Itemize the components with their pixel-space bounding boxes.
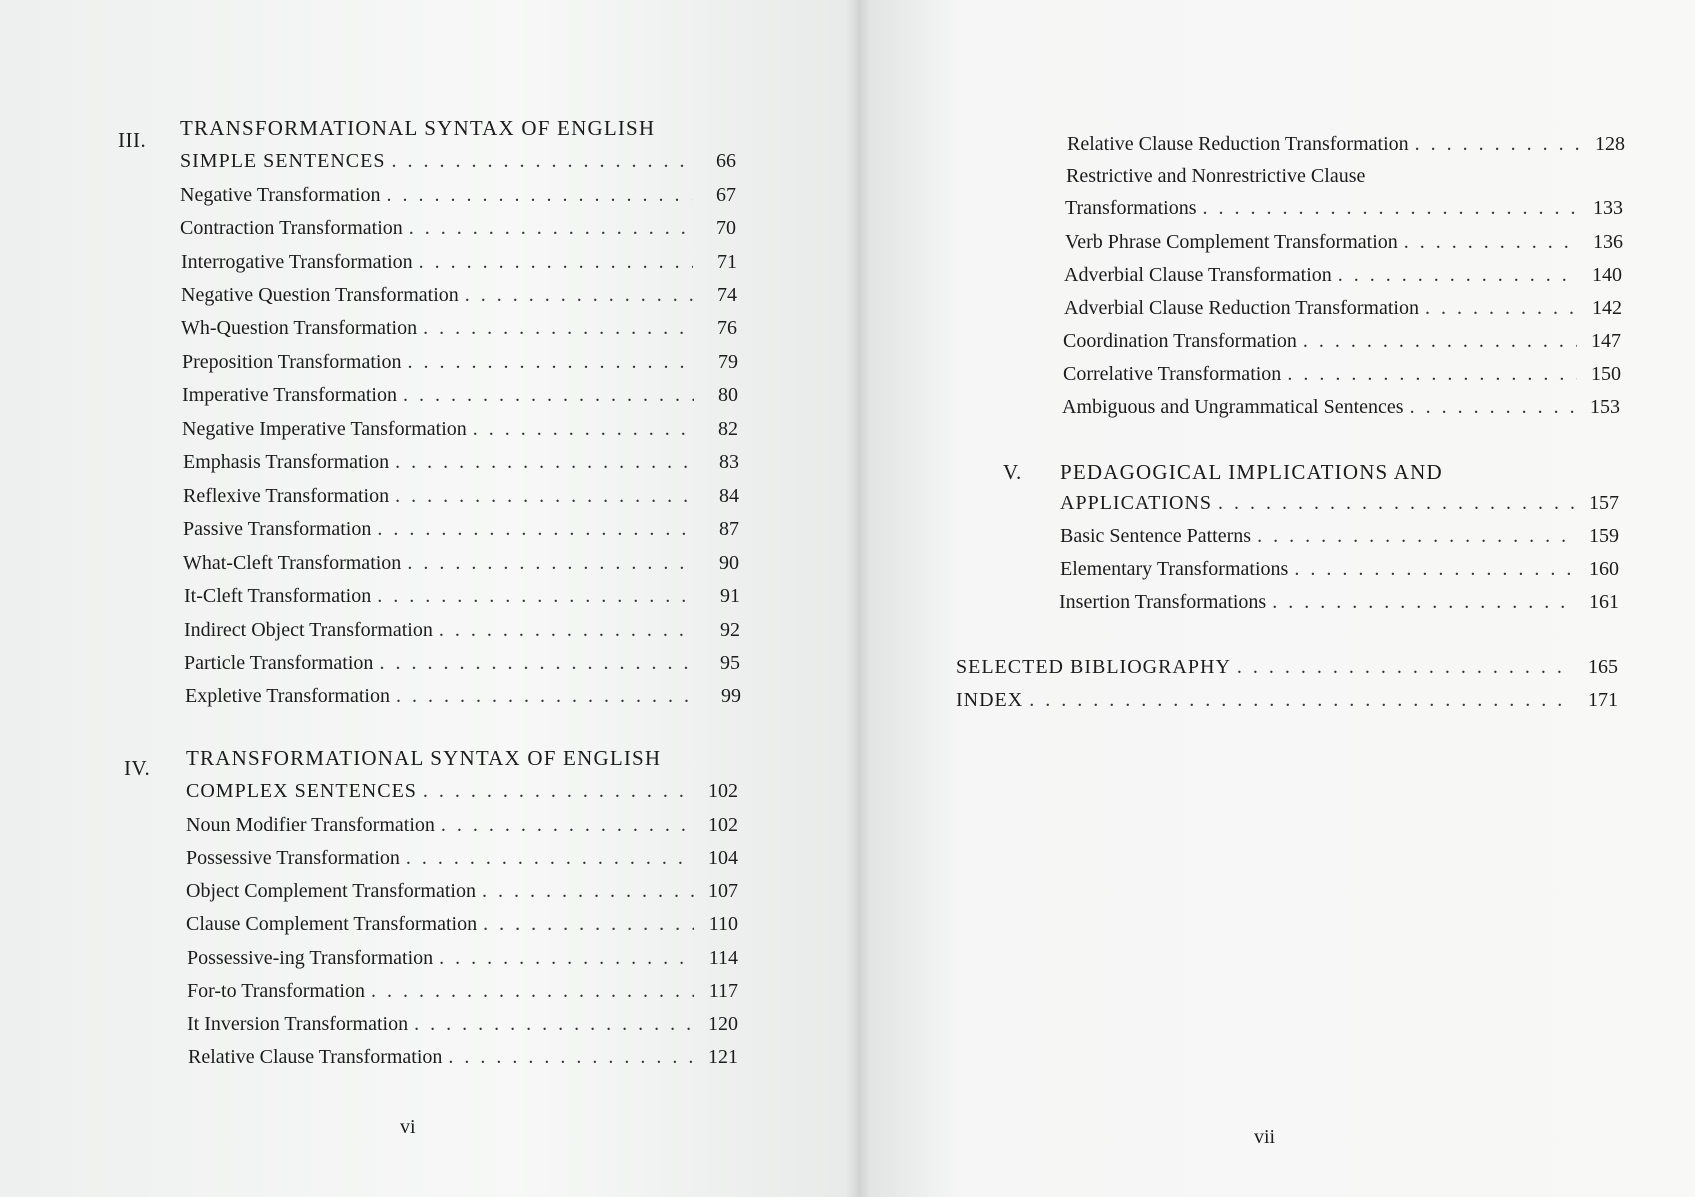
- toc-entry: [187, 947, 738, 970]
- entry-page: 104: [708, 847, 738, 869]
- toc-entry: [184, 619, 740, 642]
- entry-page: 79: [718, 351, 738, 373]
- leader-dots: [1410, 396, 1576, 419]
- leader-dots: [1237, 656, 1574, 679]
- entry-page: 82: [718, 418, 738, 440]
- entry-page: 153: [1590, 396, 1620, 418]
- leader-dots: [407, 351, 694, 374]
- toc-entry: [180, 217, 736, 240]
- entry-page: 147: [1591, 330, 1621, 352]
- leader-dots: [395, 451, 695, 474]
- leader-dots: [1287, 363, 1577, 386]
- entry-page: 120: [708, 1013, 738, 1035]
- toc-entry: [1064, 297, 1622, 320]
- entry-title: Noun Modifier Transformation: [186, 814, 435, 836]
- toc-entry: [180, 184, 736, 207]
- toc-entry: [186, 913, 738, 936]
- toc-entry: [188, 1046, 738, 1069]
- leader-dots: [439, 619, 696, 642]
- entry-page: 71: [717, 251, 737, 273]
- entry-page: 84: [719, 485, 739, 507]
- page-number: vi: [400, 1116, 416, 1138]
- entry-page: 159: [1589, 525, 1619, 547]
- toc-entry: [186, 780, 738, 803]
- toc-entry: [182, 384, 738, 407]
- toc-entry: [187, 1013, 738, 1036]
- entry-title: Clause Complement Transformation: [186, 913, 478, 935]
- chapter-title-line1: PEDAGOGICAL IMPLICATIONS AND: [1060, 460, 1443, 484]
- leader-dots: [406, 847, 694, 870]
- leader-dots: [483, 913, 694, 936]
- entry-page: 128: [1595, 133, 1625, 155]
- leader-dots: [1415, 133, 1581, 156]
- leader-dots: [403, 384, 694, 407]
- entry-page: 87: [719, 518, 739, 540]
- leader-dots: [465, 284, 693, 307]
- entry-page: 83: [719, 451, 739, 473]
- toc-entry: [1063, 330, 1621, 353]
- entry-title: Restrictive and Nonrestrictive Clause: [1066, 165, 1366, 187]
- entry-title: Passive Transformation: [183, 518, 372, 540]
- toc-entry: [185, 685, 741, 708]
- entry-title: Interrogative Transformation: [181, 251, 413, 273]
- leader-dots: [407, 552, 695, 575]
- entry-page: 80: [718, 384, 738, 406]
- entry-page: 171: [1588, 689, 1618, 711]
- leader-dots: [423, 317, 693, 340]
- entry-page: 110: [708, 913, 738, 935]
- entry-page: 99: [721, 685, 741, 707]
- leader-dots: [395, 485, 695, 508]
- leader-dots: [391, 150, 692, 173]
- entry-title: Relative Clause Transformation: [188, 1046, 443, 1068]
- entry-title: Relative Clause Reduction Transformation: [1067, 133, 1409, 155]
- entry-page: 66: [716, 150, 736, 172]
- entry-title: Ambiguous and Ungrammatical Sentences: [1062, 396, 1404, 418]
- toc-entry: [181, 284, 737, 307]
- entry-title: Indirect Object Transformation: [184, 619, 433, 641]
- toc-entry: [1060, 492, 1619, 515]
- entry-title: Reflexive Transformation: [183, 485, 390, 507]
- toc-entry-index: [956, 689, 1618, 712]
- chapter-number: III.: [118, 128, 147, 152]
- toc-entry: [1063, 363, 1621, 386]
- leader-dots: [1272, 591, 1575, 614]
- toc-entry: [184, 585, 740, 608]
- chapter-title-line1: TRANSFORMATIONAL SYNTAX OF ENGLISH: [180, 116, 656, 140]
- entry-page: 150: [1591, 363, 1621, 385]
- leader-dots: [377, 518, 695, 541]
- entry-title: It Inversion Transformation: [187, 1013, 409, 1035]
- entry-page: 160: [1589, 558, 1619, 580]
- chapter-number: V.: [1003, 460, 1022, 484]
- leader-dots: [387, 184, 692, 207]
- entry-page: 90: [719, 552, 739, 574]
- toc-entry: [182, 351, 738, 374]
- toc-entry: [1062, 396, 1620, 419]
- entry-page: 107: [708, 880, 738, 902]
- leader-dots: [482, 880, 694, 903]
- leader-dots: [396, 685, 697, 708]
- entry-page: 142: [1592, 297, 1622, 319]
- entry-title: Negative Question Transformation: [181, 284, 459, 306]
- entry-page: 76: [717, 317, 737, 339]
- leader-dots: [1029, 689, 1574, 712]
- entry-title: SELECTED BIBLIOGRAPHY: [956, 656, 1231, 678]
- entry-page: 70: [716, 217, 736, 239]
- entry-title: Imperative Transformation: [182, 384, 397, 406]
- book-gutter: [846, 0, 870, 1197]
- entry-title: Insertion Transformations: [1059, 591, 1267, 613]
- entry-page: 161: [1589, 591, 1619, 613]
- entry-page: 157: [1589, 492, 1619, 514]
- toc-entry: [1065, 231, 1623, 254]
- entry-title: Possessive-ing Transformation: [187, 947, 434, 969]
- entry-title: Adverbial Clause Reduction Transformation: [1064, 297, 1419, 319]
- chapter-title-line1: TRANSFORMATIONAL SYNTAX OF ENGLISH: [186, 746, 662, 770]
- entry-page: 114: [708, 947, 738, 969]
- entry-title: APPLICATIONS: [1060, 492, 1213, 514]
- leader-dots: [1425, 297, 1578, 320]
- entry-page: 91: [720, 585, 740, 607]
- toc-entry: [183, 485, 739, 508]
- entry-title: Negative Transformation: [180, 184, 381, 206]
- leader-dots: [423, 780, 694, 803]
- toc-entry: [181, 251, 737, 274]
- leader-dots: [1303, 330, 1577, 353]
- entry-title: Correlative Transformation: [1063, 363, 1282, 385]
- entry-title: COMPLEX SENTENCES: [186, 780, 417, 802]
- entry-title: Object Complement Transformation: [186, 880, 476, 902]
- leader-dots: [448, 1046, 694, 1069]
- entry-title: SIMPLE SENTENCES: [180, 150, 386, 172]
- leader-dots: [409, 217, 692, 240]
- entry-title: Transformations: [1065, 197, 1197, 219]
- entry-page: 102: [708, 814, 738, 836]
- page-number: vii: [1254, 1126, 1276, 1148]
- leader-dots: [371, 980, 694, 1003]
- leader-dots: [1202, 197, 1579, 220]
- entry-title: Preposition Transformation: [182, 351, 402, 373]
- leader-dots: [377, 585, 696, 608]
- entry-page: 136: [1593, 231, 1623, 253]
- right-page: [858, 0, 1695, 1197]
- leader-dots: [441, 814, 694, 837]
- entry-title: What-Cleft Transformation: [183, 552, 402, 574]
- leader-dots: [419, 251, 693, 274]
- entry-title: INDEX: [956, 689, 1024, 711]
- entry-title: It-Cleft Transformation: [184, 585, 372, 607]
- entry-title: Possessive Transformation: [186, 847, 400, 869]
- toc-entry: [1065, 197, 1623, 220]
- leader-dots: [1257, 525, 1575, 548]
- leader-dots: [1338, 264, 1578, 287]
- entry-page: 92: [720, 619, 740, 641]
- entry-title: Basic Sentence Patterns: [1060, 525, 1252, 547]
- toc-entry: [182, 418, 738, 441]
- leader-dots: [1294, 558, 1575, 581]
- entry-title: For-to Transformation: [187, 980, 365, 1002]
- toc-entry: [183, 451, 739, 474]
- entry-page: 102: [708, 780, 738, 802]
- toc-entry: [180, 150, 736, 173]
- toc-entry: [1059, 591, 1619, 614]
- entry-page: 95: [720, 652, 740, 674]
- leader-dots: [1404, 231, 1579, 254]
- entry-page: 117: [708, 980, 738, 1002]
- entry-title: Wh-Question Transformation: [181, 317, 418, 339]
- entry-title: Negative Imperative Tansformation: [182, 418, 467, 440]
- entry-title: Verb Phrase Complement Transformation: [1065, 231, 1398, 253]
- toc-entry: [1060, 558, 1619, 581]
- leader-dots: [473, 418, 694, 441]
- leader-dots: [1218, 492, 1575, 515]
- toc-entry: [186, 880, 738, 903]
- toc-entry: [181, 317, 737, 340]
- entry-title: Adverbial Clause Transformation: [1064, 264, 1332, 286]
- entry-title: Coordination Transformation: [1063, 330, 1297, 352]
- toc-entry: [186, 847, 738, 870]
- toc-entry: [184, 652, 740, 675]
- entry-page: 121: [708, 1046, 738, 1068]
- toc-entry: [1060, 525, 1619, 548]
- toc-entry: [187, 980, 738, 1003]
- toc-entry: [183, 518, 739, 541]
- entry-title: Particle Transformation: [184, 652, 374, 674]
- leader-dots: [379, 652, 696, 675]
- entry-page: 74: [717, 284, 737, 306]
- toc-entry-bibliography: [956, 656, 1618, 679]
- entry-title: Elementary Transformations: [1060, 558, 1289, 580]
- leader-dots: [414, 1013, 694, 1036]
- toc-entry: [186, 814, 738, 837]
- entry-title: Emphasis Transformation: [183, 451, 390, 473]
- entry-page: 140: [1592, 264, 1622, 286]
- leader-dots: [439, 947, 694, 970]
- entry-page: 165: [1588, 656, 1618, 678]
- chapter-number: IV.: [124, 756, 151, 780]
- toc-entry: [183, 552, 739, 575]
- entry-page: 67: [716, 184, 736, 206]
- entry-title: Contraction Transformation: [180, 217, 403, 239]
- entry-page: 133: [1593, 197, 1623, 219]
- toc-entry: [1066, 165, 1624, 188]
- entry-title: Expletive Transformation: [185, 685, 390, 707]
- toc-entry: [1064, 264, 1622, 287]
- toc-entry: [1067, 133, 1625, 156]
